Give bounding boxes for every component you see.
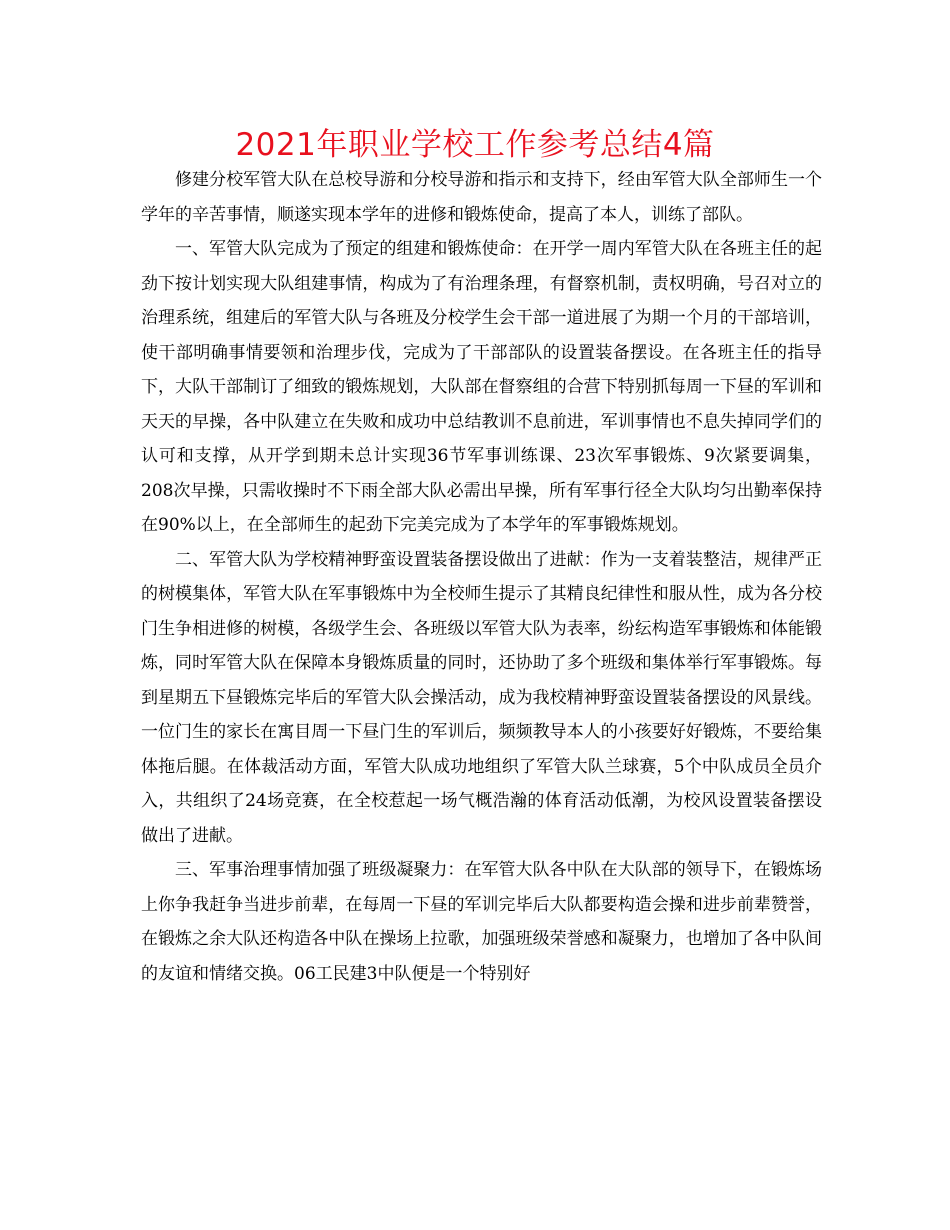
paragraph-section-3: 三、军事治理事情加强了班级凝聚力：在军管大队各中队在大队部的领导下，在锻炼场上你争我赶争当进步前辈，在每周一下昼的军训完毕后大队都要构造会操和进步前辈赞誉，在锻炼之余大队还构造各中队在操场上拉歌，加强班级荣誉感和凝聚力，也增加了各中队间的友谊和情绪交换。06工民建3中队便是一个特别好 bbox=[141, 860, 822, 984]
document-title: 2021年职业学校工作参考总结4篇 bbox=[235, 127, 715, 163]
document-body bbox=[141, 163, 822, 991]
paragraph-section-2: 二、军管大队为学校精神野蛮设置装备摆设做出了进献：作为一支着装整洁，规律严正的树模集体，军管大队在军事锻炼中为全校师生提示了其精良纪律性和服从性，成为各分校门生争相进修的树模，各级学生会、各班级以军管大队为表率，纷纭构造军事锻炼和体能锻炼，同时军管大队在保障本身锻炼质量的同时，还协助了多个班级和集体举行军事锻炼。每到星期五下昼锻炼完毕后的军管大队会操活动，成为我校精神野蛮设置装备摆设的风景线。一位门生的家长在寓目周一下昼门生的军训后，频频教导本人的小孩要好好锻炼，不要给集体拖后腿。在体裁活动方面，军管大队成功地组织了军管大队兰球赛，5个中队成员全员介入，共组织了24场竞赛，在全校惹起一场气概浩瀚的体育活动低潮，为校风设置装备摆设做出了进献。 bbox=[141, 549, 822, 846]
paragraph-intro: 修建分校军管大队在总校导游和分校导游和指示和支持下，经由军管大队全部师生一个学年的辛苦事情，顺遂实现本学年的进修和锻炼使命，提高了本人，训练了部队。 bbox=[141, 170, 822, 225]
paragraph-section-1: 一、军管大队完成为了预定的组建和锻炼使命：在开学一周内军管大队在各班主任的起劲下按计划实现大队组建事情，构成为了有治理条理，有督察机制，责权明确，号召对立的治理系统，组建后的军管大队与各班及分校学生会干部一道进展了为期一个月的干部培训，使干部明确事情要领和治理步伐，完成为了干部部队的设置装备摆设。在各班主任的指导下，大队干部制订了细致的锻炼规划，大队部在督察组的合营下特别抓每周一下昼的军训和天天的早操，各中队建立在失败和成功中总结教训不息前进，军训事情也不息失掉同学们的认可和支撑，从开学到期未总计实现36节军事训练课、23次军事锻炼、9次紧要调集，208次早操，只需收操时不下雨全部大队必需出早操，所有军事行径全大队均匀出勤率保持在90%以上，在全部师生的起劲下完美完成为了本学年的军事锻炼规划。 bbox=[141, 239, 822, 535]
